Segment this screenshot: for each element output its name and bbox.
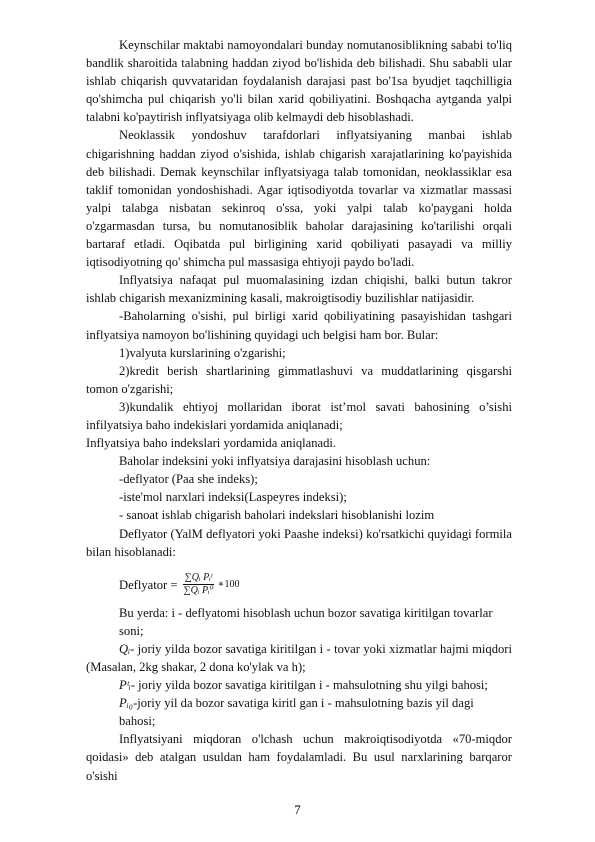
formula-numerator: ∑Qᵢ Pᵢᵗ <box>184 572 213 584</box>
definition-pt: Pᵗᵢ- joriy yilda bozor savatiga kiritilgan i - mahsulotning shu yilgi bahosi; <box>119 678 488 693</box>
paragraph-neoclassical: Neoklassik yondoshuv tarafdorlari inflyatsiyaning manbai ishlab chigarishning haddan ziyod o'sishida, ishlab chigarish xarajatlarining ko'payishida deb bilishadi. Demak keynschilar inflyatsiyaga talab tomonidan, neoklassiklar esa taklif tomonidan yondoshishadi. Agar iqtisodiyotda tovarlar va xizmatlar massasi yalpi talabga nisbatan sekinroq o'ssa, yoki yalpi talab ko'paygani holda o'zgarmasdan tursa, bu nomutanosiblik baholar darajasining ko'tarilishi orqali bartaraf etladi. Oqibatda pul birligining xarid qobiliyati pasayadi va milliy iqtisodiyotning qo' shimcha pul massasiga ehtiyoji paydo bo'ladi. <box>86 128 512 270</box>
paragraph-keynesian: Keynschilar maktabi namoyondalari bunday nomutanosiblikning sababi to'liq bandlik sharoitida talabning haddan ziyod bo'lishida deb bilishadi. Shu sababli ular ishlab chiqarish quvvataridan foydalanish darajasi past bo'1sa byudjet taqchilligia qo'shimcha pul chiqarish yo'li bilan xarid qobiliyatini. Boshqacha aytganda yalpi talabni ko'paytirish inflyatsiyaga olib kelmaydi deb hisoblashadi. <box>86 38 512 125</box>
paragraph-70-rule: Inflyatsiyani miqdoran o'lchash uchun makroiqtisodiyotda «70-miqdor qoidasi» deb atalgan usuldan ham foydalamladi. Bu usul narxlarining barqaror o'sishi <box>86 732 512 783</box>
deflator-formula <box>119 568 512 602</box>
paragraph-deflator: Deflyator (YalM deflyatori yoki Paashe indeksi) ko'rsatkichi quyidagi formila bilan hisoblanadi: <box>86 526 512 559</box>
symbol-q: Qᵢ <box>119 641 131 656</box>
paragraph-inflation-mechanism: Inflyatsiya nafaqat pul muomalasining izdan chiqishi, balki butun takror ishlab chigarish mexanizmining kasali, makroigtisodiy buzilishlar natijasidir. <box>86 273 512 306</box>
list-item: 1)valyuta kurslarining o'zgarishi; <box>119 345 286 360</box>
page-number: 7 <box>294 803 301 817</box>
formula-denominator: ∑Qᵢ Pᵢ⁰ <box>183 585 214 597</box>
formula-fraction <box>182 572 216 597</box>
definition-q: Qᵢ- joriy yilda bozor savatiga kiritilgan i - tovar yoki xizmatlar hajmi miqdori (Masalan, 2kg shakar, 2 dona ko'ylak va h); <box>86 641 512 674</box>
definition-i: Bu yerda: i - deflyatomi hisoblash uchun bozor savatiga kiritilgan tovarlar soni; <box>119 605 493 638</box>
formula-multiplier: ∗100 <box>217 578 240 590</box>
list-item: -iste'mol narxlari indeksi(Laspeyres indeksi); <box>119 490 347 505</box>
symbol-p0: Pᵢ₀ <box>119 696 134 711</box>
paragraph-price-index-intro: Baholar indeksini yoki inflyatsiya darajasini hisoblash uchun: <box>119 454 431 469</box>
list-item: 2)kredit berish shartlarining gimmatlashuvi va muddatlarining qisgarshi tomon o'zgarishi; <box>86 363 512 396</box>
paragraph-three-signs: -Baholarning o'sishi, pul birligi xarid qobiliyatining pasayishidan tashgari inflyatsiya namoyon bo'lishining quyidagi uch belgisi ham bor. Bular: <box>86 309 512 342</box>
formula-label: Deflyator = <box>119 577 178 592</box>
paragraph-index-definition: Inflyatsiya baho indekslari yordamida aniqlanadi. <box>86 436 337 451</box>
list-item: -deflyator (Paa she indeks); <box>119 472 258 487</box>
document-body <box>86 36 512 785</box>
symbol-pt: Pᵗᵢ <box>119 678 131 693</box>
list-item: 3)kundalik ehtiyoj mollaridan iborat ist’mol savati bahosining o’sishi infilyatsiya baho indekislari yordamida aniqlanadi; <box>86 399 512 432</box>
list-item: - sanoat ishlab chigarish baholari indekslari hisoblanishi lozim <box>119 508 435 523</box>
definition-p0: Pᵢ₀-joriy yil da bozor savatiga kiritl gan i - mahsulotning bazis yil dagi bahosi; <box>119 696 474 729</box>
